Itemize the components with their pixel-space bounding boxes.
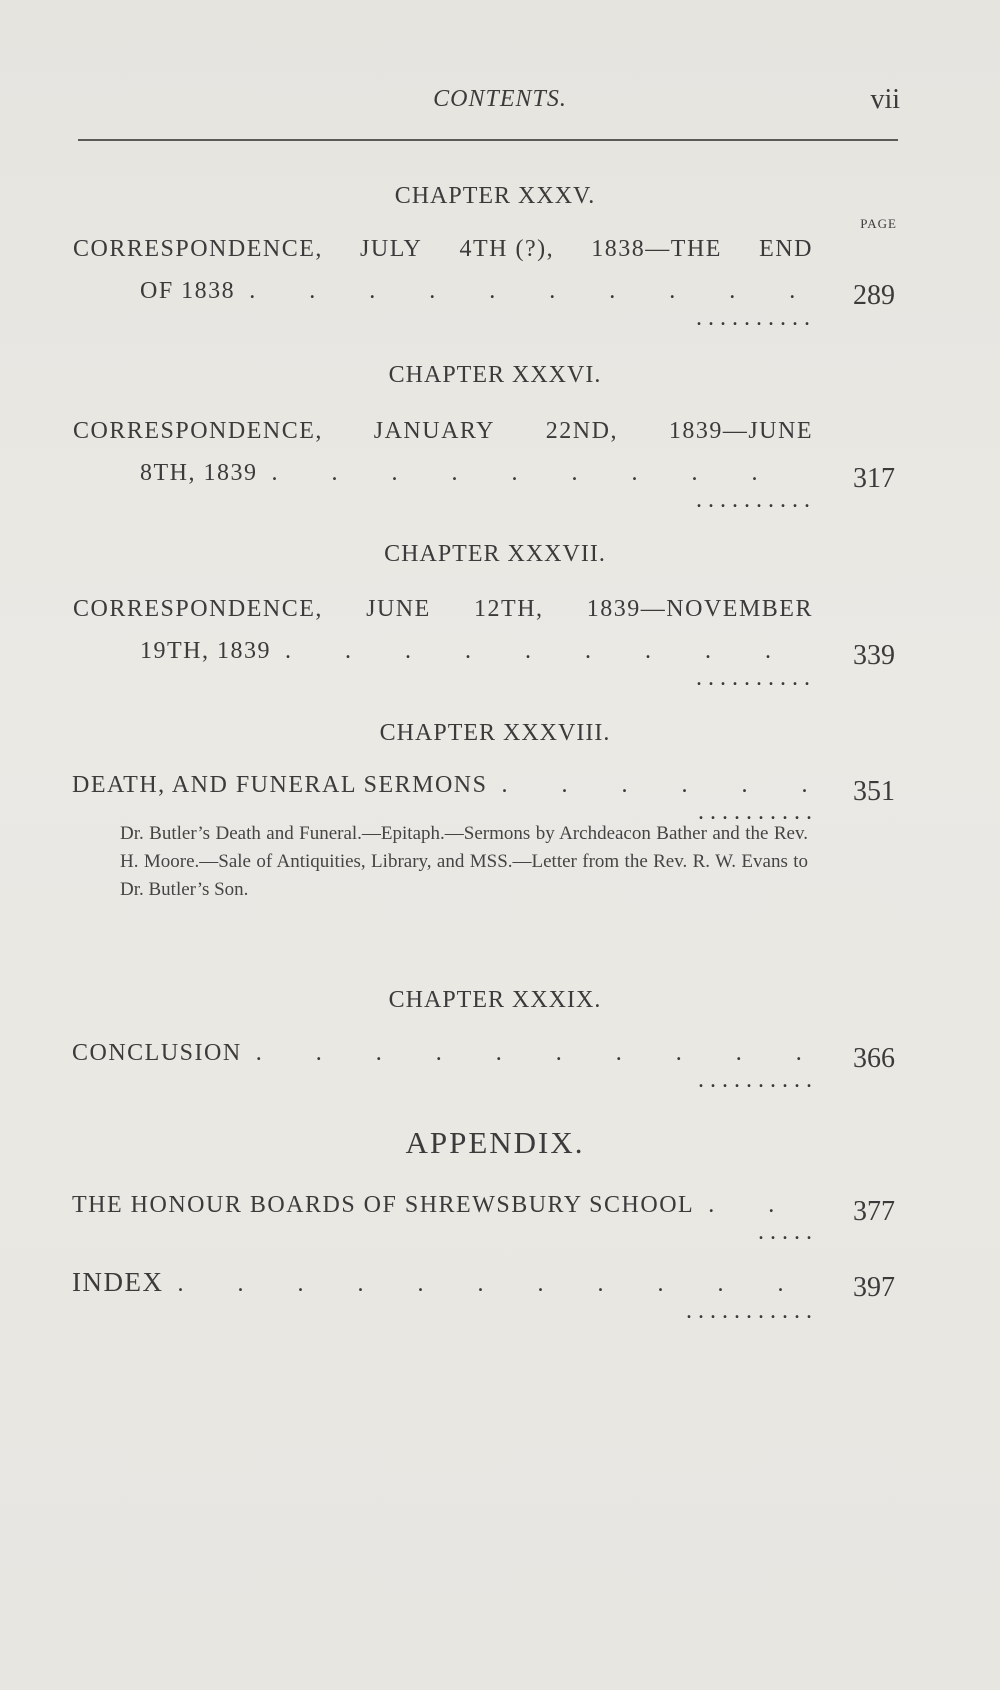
chapter-36-page: 317 (853, 463, 895, 494)
header-rule (78, 139, 898, 141)
appendix-entry-index (72, 1267, 812, 1325)
dot-leader: . . . . . . (708, 1192, 812, 1246)
chapter-39-page: 366 (853, 1043, 895, 1074)
word: 1838—THE (591, 236, 722, 262)
dot-leader: . . . . . . . . . . . (272, 460, 811, 514)
page-column-label: PAGE (860, 216, 897, 231)
chapter-37-title-line2 (140, 638, 810, 692)
word: CORRESPONDENCE, (73, 596, 323, 622)
chapter-38-summary: Dr. Butler’s Death and Funeral.—Epitaph.—Sermons by Archdeacon Bather and the Rev. H. Moore.—Sale of Antiquities, Library, and MSS.—Letter from the Rev. R. W. Evans to Dr. Butler’s Son. (120, 823, 808, 900)
chapter-37-page: 339 (853, 640, 895, 671)
appendix-heading: APPENDIX. (405, 1125, 585, 1160)
word: CORRESPONDENCE, (73, 236, 323, 262)
word: 12TH, (474, 596, 544, 622)
entry-title: DEATH, AND FUNERAL SERMONS (72, 772, 488, 798)
dot-leader: . . . . . . . . . . . . (177, 1271, 812, 1325)
page-folio: vii (870, 84, 900, 115)
chapter-36-title-line2 (140, 460, 810, 514)
word: 1839—NOVEMBER (586, 596, 813, 622)
appendix-entry-honour-boards (72, 1192, 812, 1246)
appendix-honour-boards-page: 377 (853, 1196, 895, 1227)
dot-leader: . . . . . . . . . . . (285, 638, 810, 692)
entry-title: INDEX (72, 1267, 164, 1297)
chapter-35-title-line2 (140, 278, 810, 332)
chapter-39-title-line (72, 1040, 812, 1094)
chapter-39-heading: CHAPTER XXXIX. (388, 987, 602, 1013)
chapter-36-title-line1 (73, 418, 813, 445)
chapter-38-heading: CHAPTER XXXVIII. (379, 720, 611, 746)
word: JUNE (366, 596, 431, 622)
chapter-37-heading: CHAPTER XXXVII. (384, 541, 606, 567)
word: END (759, 236, 813, 262)
appendix-index-page: 397 (853, 1272, 895, 1303)
chapter-38-page: 351 (853, 776, 895, 807)
word: JULY (360, 236, 423, 262)
word: 1839—JUNE (668, 418, 813, 444)
chapter-36-heading: CHAPTER XXXVI. (388, 362, 602, 388)
title-end: OF 1838 (140, 278, 236, 304)
chapter-38-title-line (72, 772, 812, 826)
chapter-35-page: 289 (853, 280, 895, 311)
title-end: 19TH, 1839 (140, 638, 271, 664)
word: CORRESPONDENCE, (73, 418, 323, 444)
word: 4TH (?), (459, 236, 555, 262)
dot-leader: . . . . . . . . . . . (501, 772, 812, 826)
running-title: CONTENTS. (433, 86, 567, 112)
word: JANUARY (373, 418, 495, 444)
title-end: 8TH, 1839 (140, 460, 258, 486)
running-head (0, 86, 1000, 126)
entry-title: CONCLUSION (72, 1040, 242, 1066)
word: 22ND, (545, 418, 618, 444)
chapter-37-title-line1 (73, 596, 813, 623)
chapter-35-heading: CHAPTER XXXV. (394, 183, 596, 209)
chapter-35-title-line1 (73, 236, 813, 263)
dot-leader: . . . . . . . . . . . (249, 278, 810, 332)
entry-title: THE HONOUR BOARDS OF SHREWSBURY SCHOOL (72, 1192, 695, 1218)
dot-leader: . . . . . . . . . . . (256, 1040, 812, 1094)
